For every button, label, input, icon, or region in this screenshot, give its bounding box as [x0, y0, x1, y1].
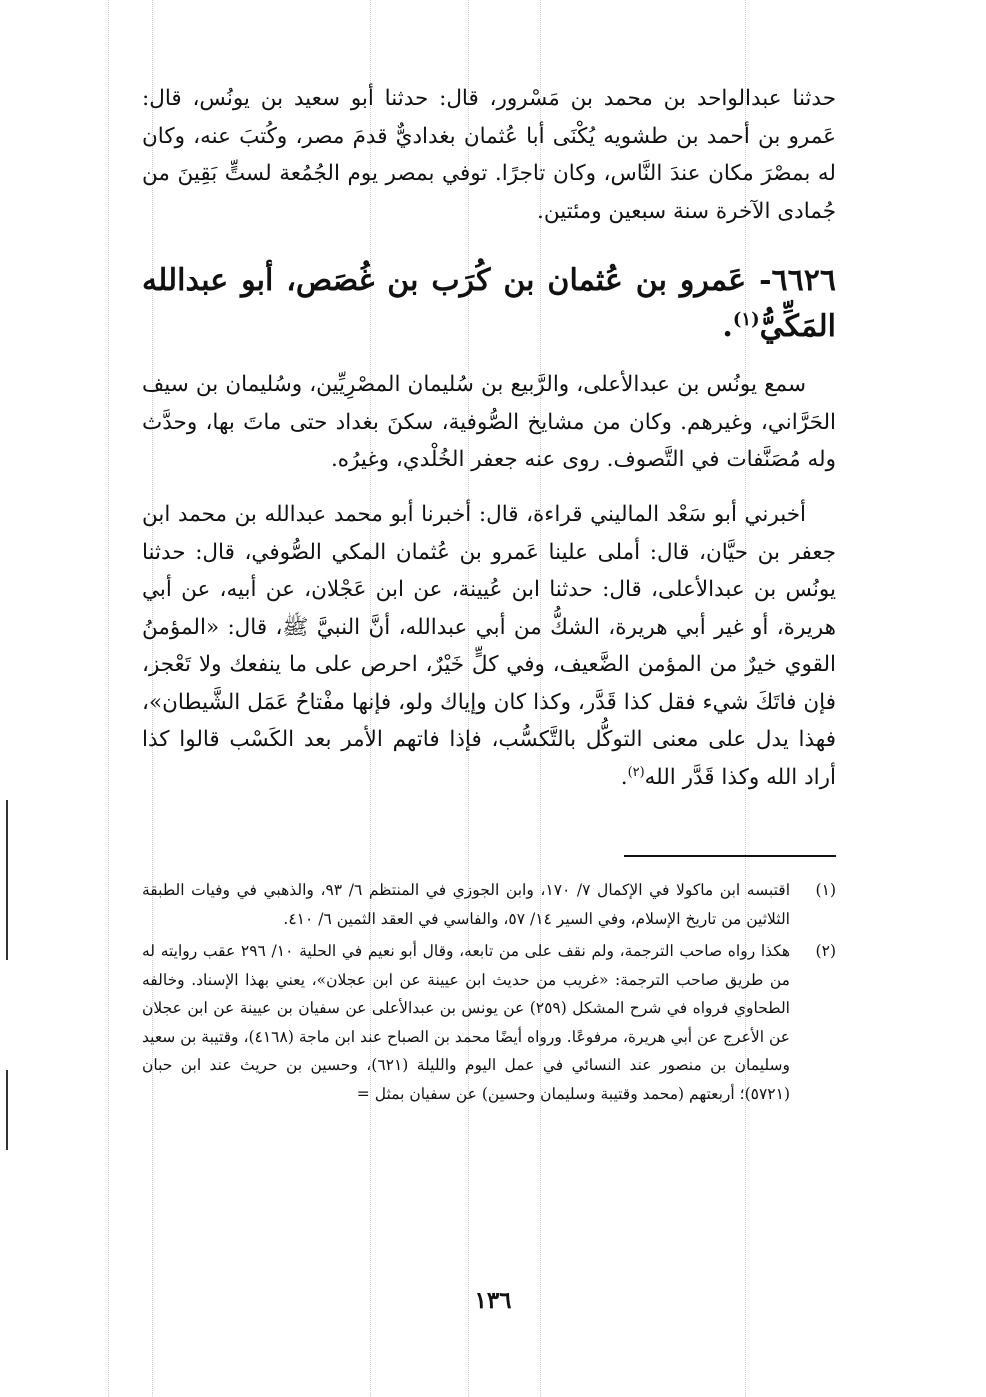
footnote-text: اقتبسه ابن ماكولا في الإكمال ٧/ ١٧٠، وابن الجوزي في المنتظم ٦/ ٩٣، والذهبي في وفيات الطبقة الثلاثين من تاريخ الإسلام، وفي السير ١٤/ ٥٧، والفاسي في العقد الثمين ٦/ ٤١٠. [142, 881, 790, 928]
footnote-text: هكذا رواه صاحب الترجمة، ولم نقف على من تابعه، وقال أبو نعيم في الحلية ١٠/ ٢٩٦ عقب روايته له من طريق صاحب الترجمة: «غريب من حديث ابن عيينة عن ابن عجلان»، يعني بهذا الإسناد. وخالفه الطحاوي فرواه في شرح المشكل (٢٥٩) عن يونس بن عبدالأعلى عن سفيان بن عيينة عن ابن عجلان عن الأعرج عن أبي هريرة، مرفوعًا. ورواه أيضًا محمد بن الصباح عند ابن ماجة (٤١٦٨)، وقتيبة بن سعيد وسليمان بن منصور عند النسائي في عمل اليوم والليلة (٦٢١)، وحسين بن حريث عند ابن حبان (٥٧٢١)؛ أربعتهم (محمد وقتيبة وسليمان وحسين) عن سفيان بمثل = [142, 942, 791, 1103]
paragraph-text: حدثنا عبدالواحد بن محمد بن مَسْرور، قال: حدثنا أبو سعيد بن يونُس، قال: عَمرو بن أحمد بن طشويه يُكْنَى أبا عُثمان بغداديٌّ قدمَ مصر، وكُتبَ عنه، وكان له بمصْرَ مكان عندَ النَّاس، وكان تاجرًا. توفي بمصر يوم الجُمُعة لستٍّ بَقِينَ من جُمادى الآخرة سنة سبعين ومئتين. [142, 86, 836, 224]
footnote-number: (١) [815, 881, 836, 899]
footnotes-section [142, 876, 836, 1112]
footnote-item [142, 876, 836, 933]
paragraph-text: سمع يونُس بن عبدالأعلى، والرَّبيع بن سُليمان المصْرِيِّين، وسُليمان بن سيف الحَرَّاني، وغيرهم. وكان من مشايخ الصُّوفية، سكنَ بغداد حتى ماتَ بها، وحدَّث وله مُصَنَّفات في التَّصوف. روى عنه جعفر الخُلْدي، وغيرُه. [142, 372, 836, 472]
footnote-separator [624, 855, 836, 857]
scan-edge-mark [6, 1070, 8, 1150]
page-number: ١٣٦ [474, 1287, 512, 1314]
footnote-reference: (١) [732, 309, 760, 330]
paragraph-text: أخبرني أبو سَعْد الماليني قراءة، قال: أخبرنا أبو محمد عبدالله بن محمد ابن جعفر بن حيَّان، قال: أملى علينا عَمرو بن عُثمان المكي الصُّوفي، قال: حدثنا يونُس بن عبدالأعلى، قال: حدثنا ابن عُيينة، عن ابن عَجْلان، عن أبيه، عن أبي هريرة، أو غير أبي هريرة، الشكُّ من أبي عبدالله، أنَّ النبيَّ ﷺ، قال: «المؤمنُ القوي خيرٌ من المؤمن الضَّعيف، وفي كلٍّ خَيْرٌ، احرص على ما ينفعك ولا تَعْجز، فإن فاتَكَ شيء فقل كذا قَدَّر، وكذا كان وإياك ولو، فإنها مفْتاحُ عَمَل الشَّيطان»، فهذا يدل على معنى التوكُّل بالتَّكسُّب، فإذا فاتهم الأمر بعد الكَسْب قالوا كذا أراد الله وكذا قَدَّر الله$^{(٢)}$. [142, 502, 836, 790]
paragraph-previous-entry-end [142, 80, 836, 230]
footnote-item [142, 937, 836, 1108]
paragraph-hadith [142, 496, 836, 796]
footnote-number: (٢) [815, 942, 836, 960]
entry-heading-text: ٦٦٢٦- عَمرو بن عُثمان بن كُرَب بن غُصَص، أبو عبدالله المَكِّيُّ [142, 263, 836, 344]
footnote-reference: (٢) [627, 764, 645, 780]
entry-heading: ٦٦٢٦- عَمرو بن عُثمان بن كُرَب بن غُصَص، أبو عبدالله المَكِّيُّ$^{(١)}$. [142, 263, 836, 344]
scan-artifact-line [108, 0, 109, 1397]
scan-edge-mark [6, 800, 8, 960]
paragraph-biography [142, 366, 836, 479]
hadith-text: أخبرني أبو سَعْد الماليني قراءة، قال: أخبرنا أبو محمد عبدالله بن محمد ابن جعفر بن حيَّان، قال: أملى علينا عَمرو بن عُثمان المكي الصُّوفي، قال: حدثنا يونُس بن عبدالأعلى، قال: حدثنا ابن عُيينة، عن ابن عَجْلان، عن أبيه، عن أبي هريرة، أو غير أبي هريرة، الشكُّ من أبي عبدالله، أنَّ النبيَّ ﷺ، قال: «المؤمنُ القوي خيرٌ من المؤمن الضَّعيف، وفي كلٍّ خَيْرٌ، احرص على ما ينفعك ولا تَعْجز، فإن فاتَكَ شيء فقل كذا قَدَّر، وكذا كان وإياك ولو، فإنها مفْتاحُ عَمَل الشَّيطان»، فهذا يدل على معنى التوكُّل بالتَّكسُّب، فإذا فاتهم الأمر بعد الكَسْب قالوا كذا أراد الله وكذا قَدَّر الله [142, 502, 836, 790]
